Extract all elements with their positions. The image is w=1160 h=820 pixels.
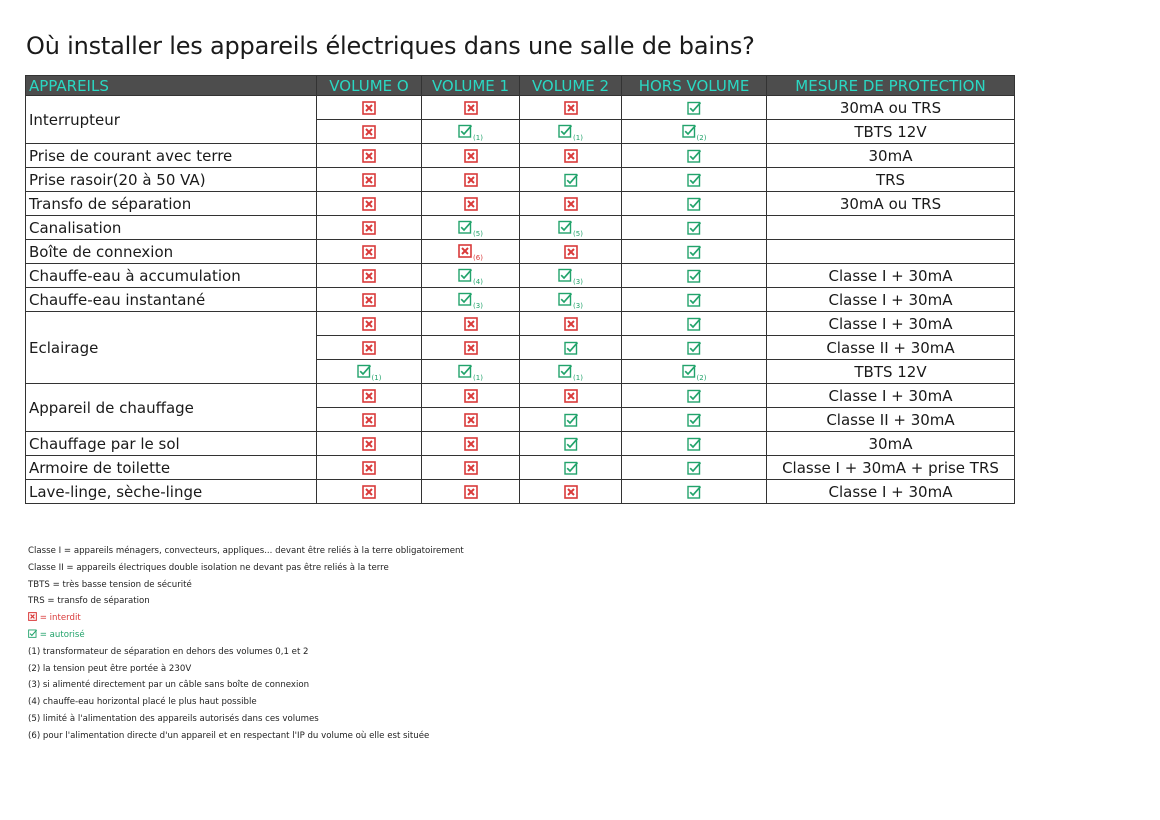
forbidden-box-icon bbox=[362, 267, 376, 285]
volume-cell bbox=[520, 240, 622, 264]
volume-cell bbox=[317, 480, 422, 504]
page-title: Où installer les appareils électriques dans une salle de bains? bbox=[26, 32, 755, 60]
table-row bbox=[26, 168, 1015, 192]
header-volume-2: VOLUME 2 bbox=[520, 76, 622, 96]
footnote-ref: (2) bbox=[696, 133, 707, 142]
forbidden-box-icon bbox=[362, 291, 376, 309]
allowed-check-icon bbox=[687, 267, 701, 285]
protection-cell: Classe I + 30mA bbox=[767, 288, 1015, 312]
allowed-check-icon bbox=[558, 290, 572, 308]
volume-cell bbox=[622, 192, 767, 216]
allowed-check-icon bbox=[687, 483, 701, 501]
allowed-check-icon bbox=[687, 315, 701, 333]
footnote-ref: (1) bbox=[573, 373, 583, 382]
forbidden-box-icon bbox=[464, 195, 478, 213]
header-hors-volume: HORS VOLUME bbox=[622, 76, 767, 96]
allowed-check-icon bbox=[687, 339, 701, 357]
appareil-name: Armoire de toilette bbox=[26, 456, 317, 480]
footnote-ref: (2) bbox=[696, 373, 707, 382]
volume-cell bbox=[520, 312, 622, 336]
header-volume-0: VOLUME O bbox=[317, 76, 422, 96]
appareil-name: Boîte de connexion bbox=[26, 240, 317, 264]
volume-cell bbox=[317, 216, 422, 240]
table-row bbox=[26, 240, 1015, 264]
volume-cell bbox=[317, 144, 422, 168]
volume-cell bbox=[622, 168, 767, 192]
volume-cell bbox=[520, 264, 622, 288]
protection-cell: 30mA bbox=[767, 144, 1015, 168]
footnote-3: (3) si alimenté directement par un câble sans boîte de connexion bbox=[28, 680, 310, 691]
volume-cell bbox=[317, 384, 422, 408]
forbidden-box-icon bbox=[362, 243, 376, 261]
allowed-check-icon bbox=[458, 266, 472, 284]
volume-cell bbox=[622, 144, 767, 168]
protection-cell: TBTS 12V bbox=[767, 120, 1015, 144]
volume-cell bbox=[622, 408, 767, 432]
volume-cell bbox=[317, 312, 422, 336]
allowed-check-icon bbox=[357, 362, 371, 380]
forbidden-box-icon bbox=[362, 387, 376, 405]
volume-cell bbox=[520, 408, 622, 432]
volume-cell bbox=[422, 336, 520, 360]
volume-cell bbox=[422, 264, 520, 288]
forbidden-box-icon bbox=[458, 242, 472, 260]
volume-cell bbox=[317, 120, 422, 144]
forbidden-box-icon bbox=[362, 435, 376, 453]
volume-cell bbox=[622, 288, 767, 312]
footnote-ref: (3) bbox=[573, 277, 583, 286]
allowed-check-icon bbox=[564, 171, 578, 189]
allowed-check-icon bbox=[458, 122, 472, 140]
allowed-check-icon bbox=[687, 387, 701, 405]
volume-cell bbox=[422, 480, 520, 504]
volume-cell bbox=[622, 264, 767, 288]
volume-cell bbox=[520, 192, 622, 216]
volume-cell bbox=[622, 384, 767, 408]
volume-cell bbox=[622, 216, 767, 240]
protection-cell: Classe I + 30mA bbox=[767, 312, 1015, 336]
forbidden-box-icon bbox=[464, 147, 478, 165]
volume-cell bbox=[317, 264, 422, 288]
volume-cell bbox=[622, 360, 767, 384]
volume-cell bbox=[422, 240, 520, 264]
volume-cell bbox=[422, 408, 520, 432]
volume-cell bbox=[520, 216, 622, 240]
forbidden-box-icon bbox=[362, 123, 376, 141]
installation-table bbox=[25, 75, 1015, 504]
table-row bbox=[26, 96, 1015, 120]
allowed-check-icon bbox=[687, 291, 701, 309]
volume-cell bbox=[622, 480, 767, 504]
volume-cell bbox=[422, 384, 520, 408]
allowed-check-icon bbox=[687, 99, 701, 117]
forbidden-box-icon bbox=[362, 147, 376, 165]
forbidden-box-icon bbox=[564, 99, 578, 117]
forbidden-box-icon bbox=[464, 171, 478, 189]
allowed-check-icon bbox=[687, 171, 701, 189]
volume-cell bbox=[520, 456, 622, 480]
table-row bbox=[26, 192, 1015, 216]
volume-cell bbox=[422, 288, 520, 312]
table-row bbox=[26, 216, 1015, 240]
allowed-check-icon bbox=[564, 459, 578, 477]
note-classe-1: Classe I = appareils ménagers, convecteurs, appliques... devant être reliés à la terre obligatoirement bbox=[28, 546, 464, 556]
table-row bbox=[26, 432, 1015, 456]
appareil-name: Transfo de séparation bbox=[26, 192, 317, 216]
footnote-ref: (3) bbox=[573, 301, 583, 310]
footnote-ref: (6) bbox=[473, 253, 483, 262]
allowed-check-icon bbox=[564, 339, 578, 357]
forbidden-box-icon bbox=[564, 315, 578, 333]
forbidden-box-icon bbox=[362, 411, 376, 429]
footnote-ref: (5) bbox=[573, 229, 583, 238]
forbidden-box-icon bbox=[564, 147, 578, 165]
forbidden-box-icon bbox=[362, 219, 376, 237]
forbidden-box-icon bbox=[464, 483, 478, 501]
volume-cell bbox=[422, 192, 520, 216]
forbidden-box-icon bbox=[464, 339, 478, 357]
footnote-ref: (1) bbox=[473, 373, 483, 382]
volume-cell bbox=[422, 96, 520, 120]
volume-cell bbox=[520, 120, 622, 144]
forbidden-box-icon bbox=[464, 435, 478, 453]
volume-cell bbox=[622, 312, 767, 336]
protection-cell: Classe I + 30mA + prise TRS bbox=[767, 456, 1015, 480]
table-row bbox=[26, 288, 1015, 312]
appareil-name: Chauffage par le sol bbox=[26, 432, 317, 456]
volume-cell bbox=[622, 120, 767, 144]
volume-cell bbox=[422, 168, 520, 192]
protection-cell: Classe I + 30mA bbox=[767, 480, 1015, 504]
volume-cell bbox=[422, 144, 520, 168]
volume-cell bbox=[622, 240, 767, 264]
note-tbts: TBTS = très basse tension de sécurité bbox=[28, 579, 192, 590]
protection-cell bbox=[767, 216, 1015, 240]
legend-interdit-label: = interdit bbox=[39, 613, 81, 624]
forbidden-box-icon bbox=[362, 459, 376, 477]
table-row bbox=[26, 312, 1015, 336]
allowed-check-icon bbox=[564, 411, 578, 429]
forbidden-box-icon bbox=[362, 339, 376, 357]
volume-cell bbox=[622, 456, 767, 480]
table-header-row bbox=[26, 76, 1015, 96]
volume-cell bbox=[317, 168, 422, 192]
volume-cell bbox=[317, 288, 422, 312]
appareil-name: Prise de courant avec terre bbox=[26, 144, 317, 168]
table-row bbox=[26, 480, 1015, 504]
appareil-name: Canalisation bbox=[26, 216, 317, 240]
forbidden-box-icon bbox=[464, 411, 478, 429]
allowed-check-icon bbox=[458, 218, 472, 236]
note-trs: TRS = transfo de séparation bbox=[28, 596, 150, 607]
volume-cell bbox=[622, 336, 767, 360]
volume-cell bbox=[317, 240, 422, 264]
volume-cell bbox=[520, 96, 622, 120]
legend-autorise bbox=[28, 627, 464, 644]
allowed-check-icon bbox=[558, 218, 572, 236]
volume-cell bbox=[520, 144, 622, 168]
allowed-check-icon bbox=[458, 290, 472, 308]
table-row bbox=[26, 456, 1015, 480]
legend-notes bbox=[28, 543, 464, 745]
forbidden-box-icon bbox=[564, 243, 578, 261]
allowed-check-icon bbox=[564, 435, 578, 453]
volume-cell bbox=[422, 432, 520, 456]
volume-cell bbox=[317, 432, 422, 456]
appareil-name: Eclairage bbox=[26, 312, 317, 384]
footnote-5: (5) limité à l'alimentation des appareils autorisés dans ces volumes bbox=[28, 713, 319, 724]
allowed-check-icon bbox=[458, 362, 472, 380]
allowed-check-icon bbox=[682, 122, 696, 140]
appareil-name: Interrupteur bbox=[26, 96, 317, 144]
volume-cell bbox=[317, 360, 422, 384]
allowed-check-icon bbox=[28, 630, 37, 640]
forbidden-box-icon bbox=[464, 315, 478, 333]
allowed-check-icon bbox=[687, 411, 701, 429]
protection-cell: 30mA ou TRS bbox=[767, 192, 1015, 216]
volume-cell bbox=[422, 312, 520, 336]
protection-cell: 30mA bbox=[767, 432, 1015, 456]
footnote-ref: (1) bbox=[371, 373, 382, 382]
legend-interdit bbox=[28, 610, 464, 627]
forbidden-box-icon bbox=[28, 613, 37, 623]
appareil-name: Chauffe-eau à accumulation bbox=[26, 264, 317, 288]
volume-cell bbox=[520, 168, 622, 192]
header-mesure-protection: MESURE DE PROTECTION bbox=[767, 76, 1015, 96]
note-classe-2: Classe II = appareils électriques double isolation ne devant pas être reliés à la terre bbox=[28, 562, 389, 573]
allowed-check-icon bbox=[687, 243, 701, 261]
volume-cell bbox=[422, 360, 520, 384]
header-volume-1: VOLUME 1 bbox=[422, 76, 520, 96]
footnote-ref: (4) bbox=[473, 277, 483, 286]
volume-cell bbox=[317, 456, 422, 480]
forbidden-box-icon bbox=[564, 483, 578, 501]
allowed-check-icon bbox=[687, 195, 701, 213]
appareil-name: Lave-linge, sèche-linge bbox=[26, 480, 317, 504]
allowed-check-icon bbox=[558, 122, 572, 140]
footnote-ref: (5) bbox=[473, 229, 483, 238]
footnote-4: (4) chauffe-eau horizontal placé le plus haut possible bbox=[28, 697, 257, 708]
volume-cell bbox=[520, 480, 622, 504]
volume-cell bbox=[622, 432, 767, 456]
table-row bbox=[26, 384, 1015, 408]
protection-cell: TBTS 12V bbox=[767, 360, 1015, 384]
volume-cell bbox=[422, 456, 520, 480]
forbidden-box-icon bbox=[464, 387, 478, 405]
forbidden-box-icon bbox=[564, 387, 578, 405]
volume-cell bbox=[317, 96, 422, 120]
allowed-check-icon bbox=[558, 266, 572, 284]
appareil-name: Prise rasoir(20 à 50 VA) bbox=[26, 168, 317, 192]
footnote-ref: (1) bbox=[473, 133, 483, 142]
protection-cell: 30mA ou TRS bbox=[767, 96, 1015, 120]
header-appareils: APPAREILS bbox=[26, 76, 317, 96]
volume-cell bbox=[317, 192, 422, 216]
forbidden-box-icon bbox=[362, 315, 376, 333]
protection-cell: Classe I + 30mA bbox=[767, 384, 1015, 408]
forbidden-box-icon bbox=[564, 195, 578, 213]
volume-cell bbox=[622, 96, 767, 120]
volume-cell bbox=[520, 360, 622, 384]
appareil-name: Chauffe-eau instantané bbox=[26, 288, 317, 312]
allowed-check-icon bbox=[682, 362, 696, 380]
volume-cell bbox=[520, 336, 622, 360]
volume-cell bbox=[317, 336, 422, 360]
protection-cell: Classe II + 30mA bbox=[767, 408, 1015, 432]
forbidden-box-icon bbox=[362, 195, 376, 213]
protection-cell bbox=[767, 240, 1015, 264]
volume-cell bbox=[317, 408, 422, 432]
volume-cell bbox=[422, 216, 520, 240]
footnote-1: (1) transformateur de séparation en dehors des volumes 0,1 et 2 bbox=[28, 646, 309, 657]
allowed-check-icon bbox=[687, 435, 701, 453]
volume-cell bbox=[422, 120, 520, 144]
forbidden-box-icon bbox=[362, 171, 376, 189]
protection-cell: Classe II + 30mA bbox=[767, 336, 1015, 360]
allowed-check-icon bbox=[687, 219, 701, 237]
forbidden-box-icon bbox=[464, 99, 478, 117]
forbidden-box-icon bbox=[362, 99, 376, 117]
volume-cell bbox=[520, 288, 622, 312]
forbidden-box-icon bbox=[362, 483, 376, 501]
volume-cell bbox=[520, 384, 622, 408]
forbidden-box-icon bbox=[464, 459, 478, 477]
table-row bbox=[26, 144, 1015, 168]
footnote-ref: (1) bbox=[573, 133, 583, 142]
footnote-2: (2) la tension peut être portée à 230V bbox=[28, 663, 192, 674]
protection-cell: TRS bbox=[767, 168, 1015, 192]
appareil-name: Appareil de chauffage bbox=[26, 384, 317, 432]
volume-cell bbox=[520, 432, 622, 456]
legend-autorise-label: = autorisé bbox=[39, 629, 85, 640]
allowed-check-icon bbox=[558, 362, 572, 380]
allowed-check-icon bbox=[687, 147, 701, 165]
allowed-check-icon bbox=[687, 459, 701, 477]
footnote-ref: (3) bbox=[473, 301, 483, 310]
table-row bbox=[26, 264, 1015, 288]
protection-cell: Classe I + 30mA bbox=[767, 264, 1015, 288]
footnote-6: (6) pour l'alimentation directe d'un appareil et en respectant l'IP du volume où elle est située bbox=[28, 730, 430, 741]
